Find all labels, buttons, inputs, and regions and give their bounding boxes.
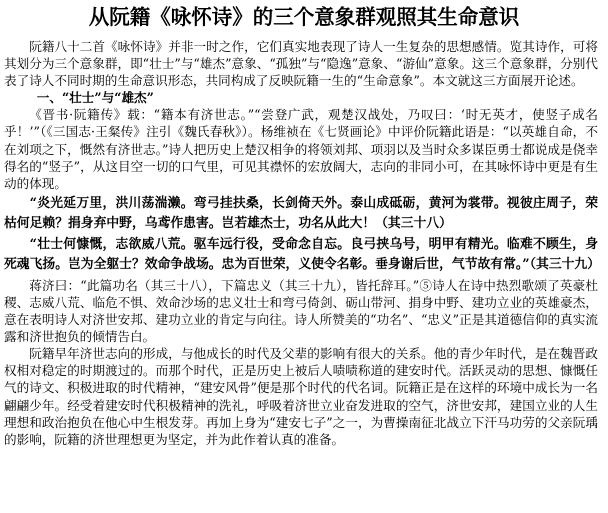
paragraph-3: 阮籍早年济世志向的形成，与他成长的时代及父辈的影响有很大的关系。他的青少年时代，是在魏晋政权相对稳定的时期渡过的。而那个时代，正是历史上被后人啧啧称道的建安时代。活跃灵动的思想、慷慨任气的诗文、积极进取的时代精神，“建安风骨”便是那个时代的代名词。阮籍正是在这样的环境中成长为一名翩翩少年。经受着建安时代积极精神的洗礼，呼吸着济世立业奋发进取的空气，济世安邦，建国立业的人生理想和政治抱负在他心中生根发芽。再加上身为“建安七子”之一，为曹操南征北战立下汗马功劳的父亲阮瑀的影响，阮籍的济世理想更为坚定，并为此作着认真的准备。 <box>4 346 598 447</box>
poem-quote-38: “炎光延万里，洪川荡湍濑。弯弓挂扶桑，长剑倚天外。泰山成砥砺，黄河为裳带。视彼庄周子，荣枯何足赖？捐身弃中野，乌鸢作患害。岂若雄杰士，功名从此大！（其三十八） <box>4 195 598 231</box>
paragraph-1: 《晋书·阮籍传》载：“籍本有济世志。”“尝登广武，观楚汉战处，乃叹曰：‘时无英才，使竖子成名乎！’”（《三国志·王粲传》注引《魏氏春秋》）。杨维祯在《七贤画论》中评价阮籍此语是：“以英雄自命，不在刘项之下，慨然有济世志。”诗人把历史上楚汉相争的将领刘邦、项羽以及当时众多谋臣勇士都说成是侥幸得名的“竖子”，从这目空一切的口气里，可见其襟怀的宏放阔大，志向的非同小可，在其咏怀诗中更是有生动的体现。 <box>4 107 598 191</box>
intro-paragraph: 阮籍八十二首《咏怀诗》并非一时之作，它们真实地表现了诗人一生复杂的思想感情。览其诗作，可将其划分为三个意象群，即“壮士”与“雄杰”意象、“孤独”与“隐逸”意象、“游仙”意象。这三个意象群，分别代表了诗人不同时期的生命意识形态，共同构成了反映阮籍一生的“生命意象”。本文就这三方面展开论述。 <box>4 39 598 89</box>
section-heading-1: 一、“壮士”与“雄杰” <box>36 90 154 106</box>
poem-quote-39: “壮士何慷慨，志欲威八荒。驱车远行役，受命念自忘。良弓挟乌号，明甲有精光。临难不顾生，身死魂飞扬。岂为全躯士？效命争战场。忠为百世荣，义使令名彰。垂身谢后世，气节故有常。”（其三十九） <box>4 236 601 272</box>
document-body <box>4 38 601 448</box>
document-title: 从阮籍《咏怀诗》的三个意象群观照其生命意识 <box>88 5 520 29</box>
paragraph-2: 蒋济曰：“此篇功名（其三十八），下篇忠义（其三十九），皆托辞耳。”⑤诗人在诗中热烈歌颂了英豪杜稷、志威八荒、临危不惧、效命沙场的忠义壮士和弯弓倚剑、砺山带河、捐身中野、建功立业的英雄豪杰，意在表明诗人对济世安邦、建功立业的肯定与向往。诗人所赞美的“功名”、“忠义”正是其道德信仰的真实流露和济世抱负的倾情告白。 <box>4 277 598 345</box>
page-edge <box>604 0 608 513</box>
